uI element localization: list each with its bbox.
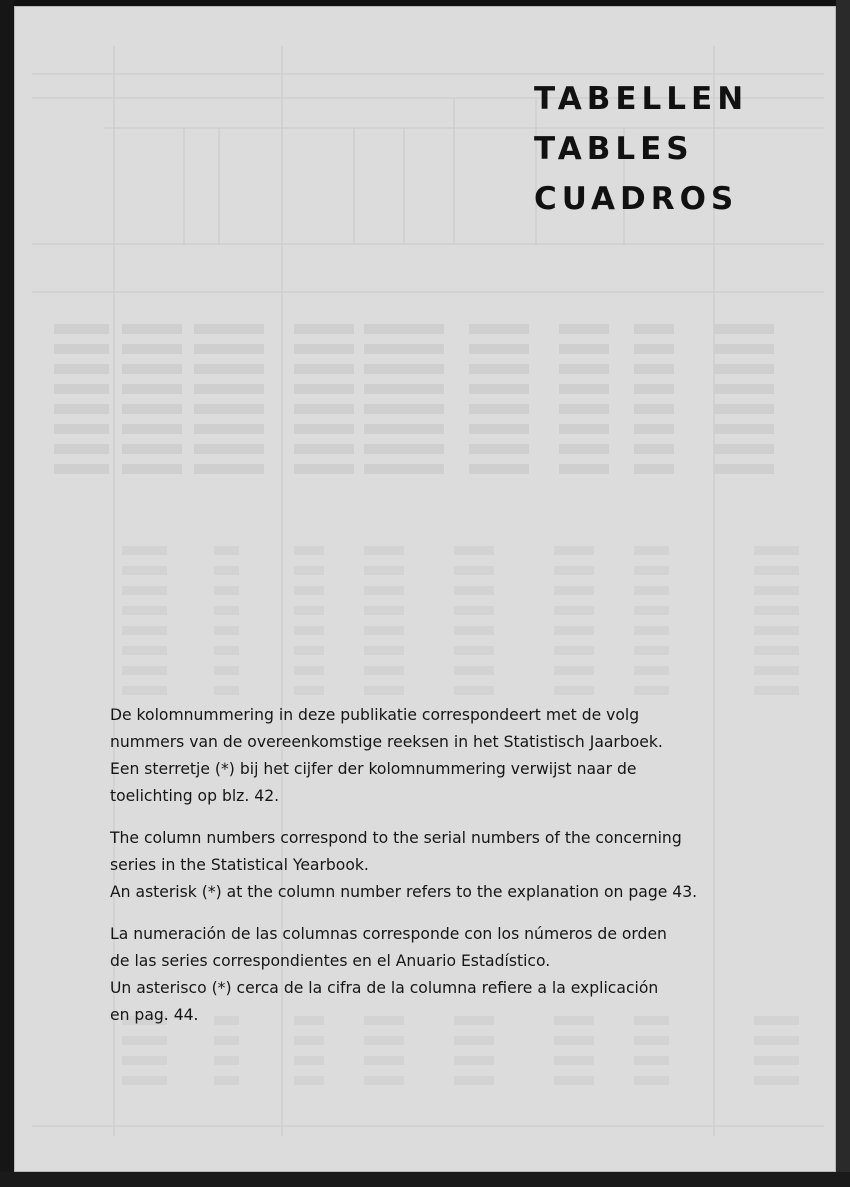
note-line: nummers van de overeenkomstige reeksen in het Statistisch Jaarboek.	[110, 733, 663, 751]
note-english	[110, 825, 770, 906]
note-dutch	[110, 702, 770, 810]
section-heading	[534, 74, 774, 224]
scan-bottom-edge	[0, 1172, 850, 1187]
note-line: series in the Statistical Yearbook.	[110, 856, 369, 874]
column-numbering-notes	[110, 702, 770, 1044]
note-line: toelichting op blz. 42.	[110, 787, 280, 805]
note-line: Een sterretje (*) bij het cijfer der kolomnummering verwijst naar de	[110, 760, 637, 778]
scan-right-edge	[836, 0, 850, 1187]
note-line: de las series correspondientes en el Anuario Estadístico.	[110, 952, 551, 970]
heading-dutch: TABELLEN	[534, 81, 749, 117]
note-spanish	[110, 921, 770, 1029]
note-line: Un asterisco (*) cerca de la cifra de la columna refiere a la explicación	[110, 979, 659, 997]
note-line: La numeración de las columnas corresponde con los números de orden	[110, 925, 667, 943]
heading-spanish: CUADROS	[534, 181, 739, 217]
scan-left-edge	[0, 0, 14, 1187]
note-line: The column numbers correspond to the serial numbers of the concerning	[110, 829, 682, 847]
note-line: De kolomnummering in deze publikatie correspondeert met de volg	[110, 706, 640, 724]
note-line: An asterisk (*) at the column number refers to the explanation on page 43.	[110, 883, 698, 901]
heading-english: TABLES	[534, 131, 694, 167]
document-page	[14, 6, 836, 1172]
note-line: en pag. 44.	[110, 1006, 199, 1024]
